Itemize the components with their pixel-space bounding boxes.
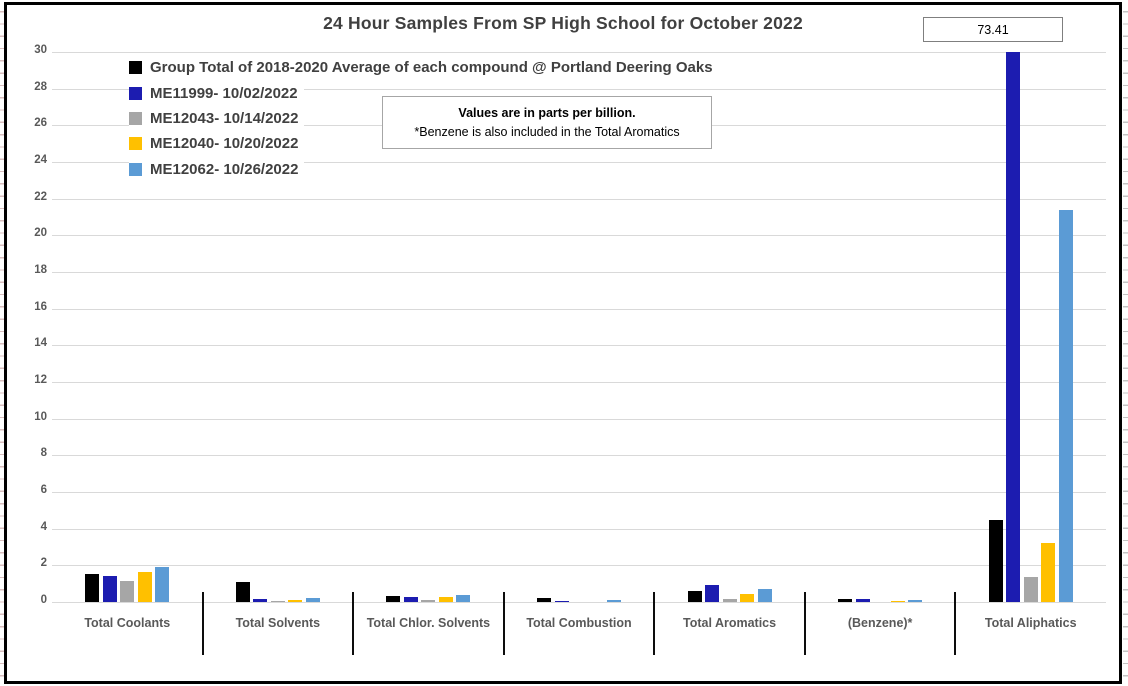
category-label: Total Combustion	[526, 616, 632, 630]
legend-label: ME12043- 10/14/2022	[150, 109, 299, 127]
bar-me12043--cat4	[723, 599, 737, 602]
chart-frame	[4, 2, 1122, 684]
legend-item	[129, 106, 304, 131]
bar-me12062--cat3	[607, 600, 621, 602]
category-label: Total Coolants	[84, 616, 171, 630]
bar-me12043--cat2	[421, 600, 435, 602]
bar-group-cat6	[989, 520, 1003, 603]
bar-me12040--cat4	[740, 594, 754, 602]
gridline-y-30	[52, 52, 1106, 53]
gridline-y-14	[52, 345, 1106, 346]
legend-item	[129, 80, 304, 105]
legend-swatch-icon	[129, 163, 142, 176]
bar-me11999--cat5	[856, 599, 870, 602]
bar-me12062--cat5	[908, 600, 922, 602]
y-tick-label: 20	[34, 227, 47, 240]
bar-me12062--cat6	[1059, 210, 1073, 602]
gridline-y-20	[52, 235, 1106, 236]
y-tick-label: 2	[40, 557, 47, 570]
category-label: Total Aromatics	[683, 616, 777, 630]
legend-swatch-icon	[129, 61, 142, 74]
bar-me11999--cat3	[555, 601, 569, 602]
gridline-y-6	[52, 492, 1106, 493]
category-separator	[804, 592, 806, 655]
category-separator	[954, 592, 956, 655]
y-tick-label: 30	[34, 44, 47, 56]
y-tick-label: 28	[34, 80, 47, 93]
legend-label: ME12040- 10/20/2022	[150, 135, 299, 153]
bar-me12062--cat2	[456, 595, 470, 602]
bar-me12040--cat5	[891, 601, 905, 602]
legend-swatch-icon	[129, 137, 142, 150]
y-tick-label: 4	[40, 520, 47, 533]
bar-me11999--cat2	[404, 597, 418, 602]
legend-item	[129, 55, 719, 80]
y-tick-label: 22	[34, 190, 47, 203]
y-tick-label: 18	[34, 264, 47, 276]
spreadsheet-edge-right	[1123, 0, 1128, 686]
y-tick-label: 12	[34, 374, 47, 386]
clipped-bar-value-callout: 73.41	[923, 17, 1063, 42]
gridline-y-10	[52, 419, 1106, 420]
bar-me12062--cat4	[758, 589, 772, 602]
chart-title: 24 Hour Samples From SP High School for October 2022	[323, 13, 803, 33]
bar-me12043--cat1	[271, 601, 285, 602]
gridline-y-4	[52, 529, 1106, 530]
bar-me12040--cat1	[288, 600, 302, 602]
legend-item	[129, 131, 304, 156]
bar-me12062--cat1	[306, 598, 320, 602]
gridline-y-16	[52, 309, 1106, 310]
legend-label: Group Total of 2018-2020 Average of each compound @ Portland Deering Oaks	[150, 59, 713, 77]
bar-me11999--cat1	[253, 599, 267, 602]
category-label: Total Aliphatics	[984, 616, 1077, 630]
legend-label: ME11999- 10/02/2022	[150, 84, 298, 102]
legend-swatch-icon	[129, 112, 142, 125]
bar-me12043--cat0	[120, 581, 134, 602]
y-tick-label: 16	[34, 300, 47, 313]
y-tick-label: 6	[40, 484, 47, 496]
category-label: Total Solvents	[235, 616, 321, 630]
bar-me11999--cat6	[1006, 52, 1020, 602]
bar-group-cat0	[85, 574, 99, 602]
legend-item	[129, 157, 304, 182]
legend-label: ME12062- 10/26/2022	[150, 160, 299, 178]
category-label: (Benzene)*	[847, 616, 913, 630]
y-tick-label: 14	[34, 337, 47, 350]
units-note-line1: Values are in parts per billion.	[458, 106, 636, 121]
category-separator	[202, 592, 204, 655]
y-tick-label: 8	[40, 447, 47, 460]
bar-group-cat2	[386, 596, 400, 602]
bar-group-cat1	[236, 582, 250, 602]
y-tick-label: 26	[34, 117, 47, 130]
gridline-y-8	[52, 455, 1106, 456]
category-label: Total Chlor. Solvents	[366, 616, 491, 630]
bar-me12040--cat0	[138, 572, 152, 602]
y-tick-label: 10	[34, 410, 47, 423]
units-note-line2: *Benzene is also included in the Total Aromatics	[414, 124, 680, 139]
bar-me12062--cat0	[155, 567, 169, 602]
bar-group-cat3	[537, 598, 551, 602]
category-separator	[653, 592, 655, 655]
category-separator	[503, 592, 505, 655]
legend	[129, 55, 719, 182]
gridline-y-12	[52, 382, 1106, 383]
legend-swatch-icon	[129, 87, 142, 100]
bar-group-cat4	[688, 591, 702, 602]
bar-me12040--cat6	[1041, 543, 1055, 602]
category-separator	[352, 592, 354, 655]
bar-group-cat5	[838, 599, 852, 602]
y-tick-label: 24	[34, 154, 47, 166]
bar-me11999--cat4	[705, 585, 719, 602]
bar-me12043--cat6	[1024, 577, 1038, 602]
bar-me12040--cat2	[439, 597, 453, 602]
bar-me11999--cat0	[103, 576, 117, 602]
y-tick-label: 0	[40, 594, 47, 606]
gridline-y-0	[52, 602, 1106, 603]
gridline-y-18	[52, 272, 1106, 273]
gridline-y-22	[52, 199, 1106, 200]
gridline-y-2	[52, 565, 1106, 566]
